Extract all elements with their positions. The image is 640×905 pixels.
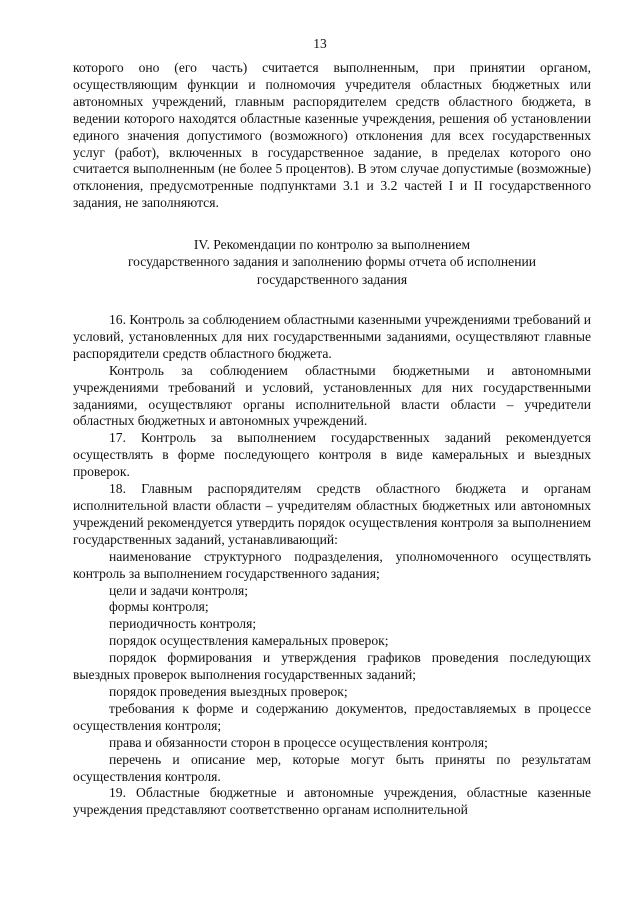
- paragraph-16: 16. Контроль за соблюдением областными казенными учреждениями требований и условий, установленных для них государственными заданиями, осуществляют главные распорядители средств областного бюджета.: [73, 312, 591, 361]
- paragraph-19: 19. Областные бюджетные и автономные учреждения, областные казенные учреждения представляют соответственно органам исполнительной: [73, 785, 591, 818]
- section-heading-line: государственного задания: [256, 271, 408, 287]
- paragraph-18: 18. Главным распорядителям средств областного бюджета и органам исполнительной власти области – учредителям областных бюджетных или автономных учреждений рекомендуется утвердить порядок осуществления контроля за выполнением государственных заданий, устанавливающий:: [73, 481, 591, 547]
- section-heading-line: государственного задания и заполнению формы отчета об исполнении: [127, 254, 537, 270]
- list-item: наименование структурного подразделения, уполномоченного осуществлять контроль за выполнением государственного задания;: [73, 548, 591, 581]
- list-item: порядок осуществления камеральных проверок;: [109, 633, 389, 649]
- document-body: [73, 60, 591, 819]
- paragraph-control: Контроль за соблюдением областными бюджетными и автономными учреждениями требований и условий, установленных для них государственными заданиями, осуществляют органы исполнительной власти области – учредители областных бюджетных и автономных учреждений.: [73, 362, 591, 429]
- section-heading: [73, 236, 591, 288]
- paragraph-17: 17. Контроль за выполнением государственных заданий рекомендуется осуществлять в форме последующего контроля в виде камеральных и выездных проверок.: [73, 430, 591, 480]
- list-item: перечень и описание мер, которые могут быть приняты по результатам осуществления контроля.: [73, 751, 591, 784]
- list-item: цели и задачи контроля;: [109, 582, 249, 598]
- paragraph-continuation: которого оно (его часть) считается выполненным, при принятии органом, осуществляющим функции и полномочия учредителя областных бюджетных или автономных учреждений, главным распорядителем средств областного бюджета, в ведении которого находятся областные казенные учреждения, решения об установлении единого значения допустимого (возможного) отклонения для всех государственных услуг (работ), включенных в государственное задание, в пределах которого оно считается выполненным (не более 5 процентов). В этом случае допустимые (возможные) отклонения, предусмотренные подпунктами 3.1 и 3.2 частей I и II государственного задания, не заполняются.: [73, 60, 591, 211]
- page-number: 13: [313, 36, 327, 51]
- list-item: формы контроля;: [109, 599, 209, 615]
- list-item: права и обязанности сторон в процессе осуществления контроля;: [109, 734, 488, 750]
- list-item: порядок формирования и утверждения графиков проведения последующих выездных проверок выполнения государственных заданий;: [73, 650, 591, 683]
- section-heading-line: IV. Рекомендации по контролю за выполнением: [193, 237, 471, 253]
- list-item: периодичность контроля;: [109, 616, 257, 632]
- list-item: требования к форме и содержанию документов, предоставляемых в процессе осуществления контроля;: [73, 700, 591, 733]
- list-item: порядок проведения выездных проверок;: [109, 683, 348, 699]
